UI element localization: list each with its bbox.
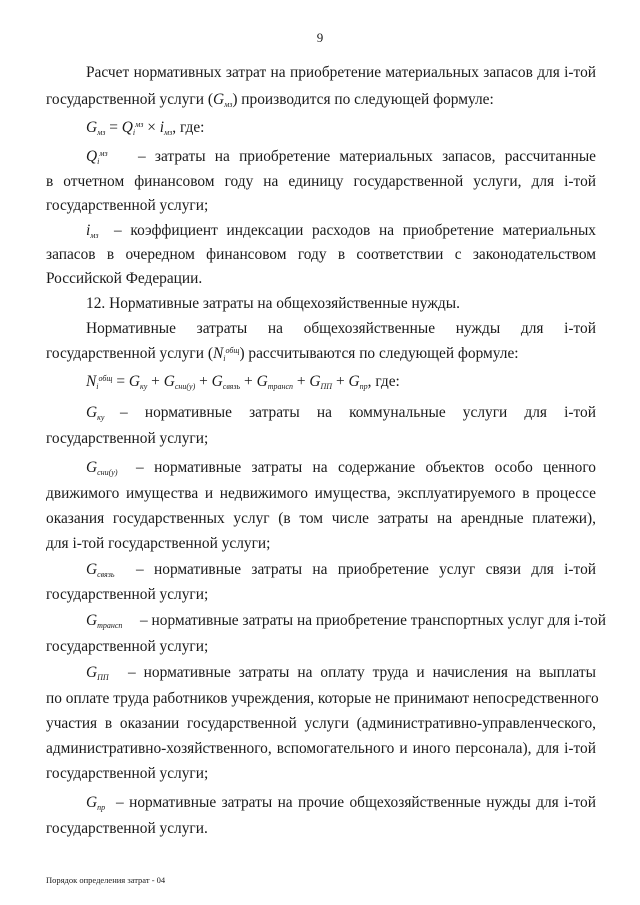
text-line: государственной услуги $(G_{мз})$ производится по следующей формуле: [46,91,494,109]
text-line: $G_{ПП}$ – нормативные затраты на оплату труда и начисления на выплаты [86,664,596,682]
text-line: для i-той государственной услуги; [46,535,271,552]
text-line: $G_{связь}$ – нормативные затраты на приобретение услуг связи для i-той [86,561,596,579]
text-line: Расчет нормативных затрат на приобретение материальных запасов для i-той [86,64,596,81]
text-line: государственной услуги $(N_i^{общ})$ рассчитываются по следующей формуле: [46,345,519,363]
text-line: в отчетном финансовом году на единицу государственной услуги, для i-той [46,173,596,190]
text-line: государственной услуги; [46,586,209,603]
text-line: государственной услуги; [46,430,209,447]
text-line: государственной услуги. [46,820,208,837]
text-line: движимого имущества и недвижимого имущества, эксплуатируемого в процессе [46,485,596,502]
text-line: административно-хозяйственного, вспомогательного и иного персонала), для i-той [46,740,596,757]
text-line: по оплате труда работников учреждения, которые не принимают непосредственного [46,690,599,707]
text-line: государственной услуги; [46,197,209,214]
section-heading: 12. Нормативные затраты на общехозяйственные нужды. [86,295,460,312]
text-line: государственной услуги; [46,638,209,655]
text-line: участия в оказании государственной услуги (административно-управленческого, [46,715,596,732]
page-footer: Порядок определения затрат - 04 [46,875,166,885]
text-line: Нормативные затраты на общехозяйственные нужды для i-той [86,320,596,337]
formula-overhead-costs: $N_i^{общ} = G_{ку} + G_{сни(у)} + G_{связь} + G_{трансп} + G_{ПП} + G_{пр}$, где: [86,373,400,391]
text-line: $i_{мз}$ – коэффициент индексации расходов на приобретение материальных [86,222,596,240]
text-line: оказания государственных услуг (в том числе затраты на арендные платежи), [46,510,596,527]
text-line: запасов в очередном финансовом году в соответствии с законодательством [46,246,596,263]
text-line: $G_{трансп}$ – нормативные затраты на приобретение транспортных услуг для i-той [86,612,606,630]
text-line: Российской Федерации. [46,270,203,287]
text-line: $G_{ку}$ – нормативные затраты на коммунальные услуги для i-той [86,404,596,422]
page-number: 9 [316,30,324,45]
text-line: государственной услуги; [46,765,209,782]
text-line: $G_{пр}$ – нормативные затраты на прочие общехозяйственные нужды для i-той [86,794,596,812]
formula-material-costs: $G_{мз} = Q_i^{мз} \times i_{мз}$, где: [86,119,205,137]
text-line: $Q_i^{мз}$ – затраты на приобретение материальных запасов, рассчитанные [86,148,596,166]
text-line: $G_{сни(у)}$ – нормативные затраты на содержание объектов особо ценного [86,459,596,477]
